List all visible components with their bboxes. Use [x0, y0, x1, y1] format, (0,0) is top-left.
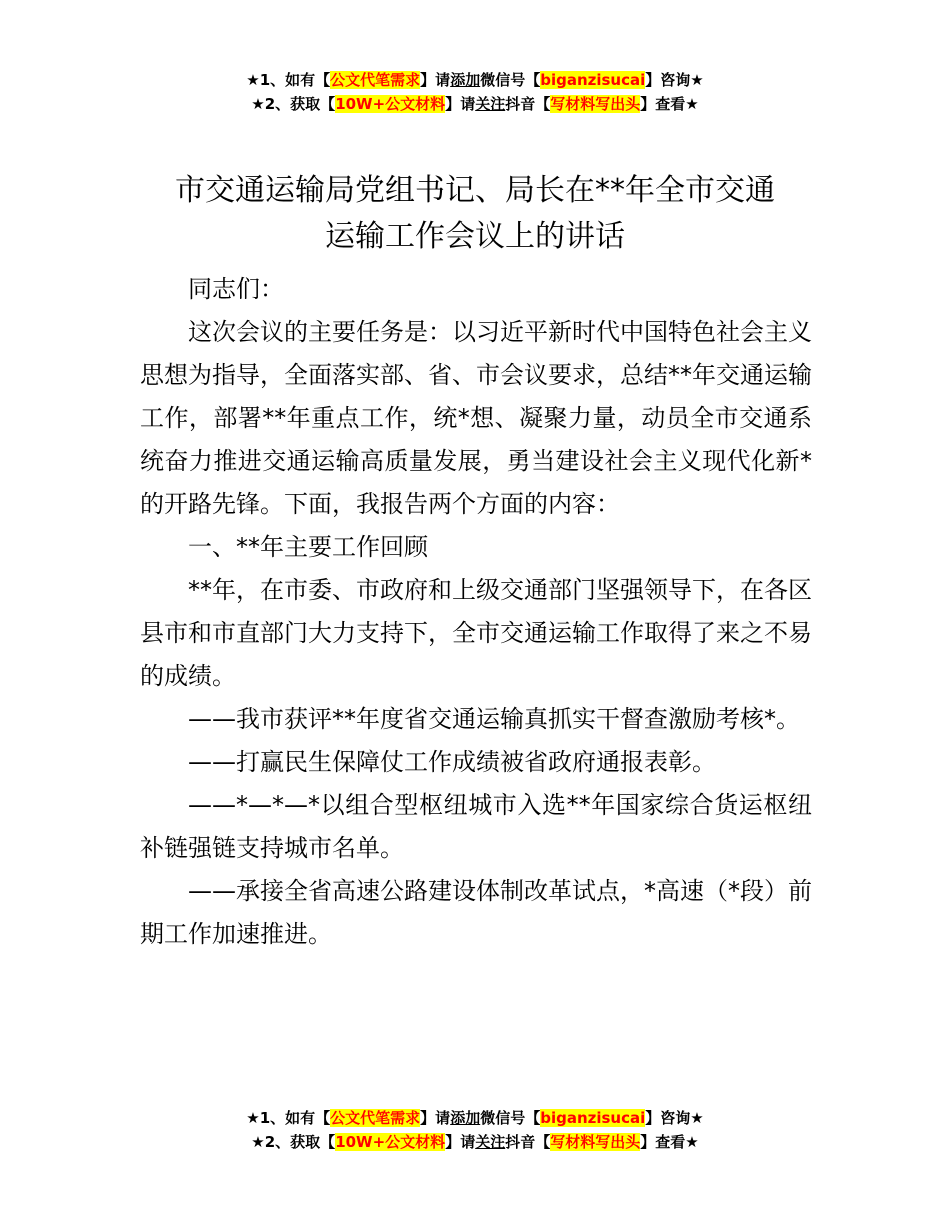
achievement-item: ——打赢民生保障仗工作成绩被省政府通报表彰。 — [188, 748, 716, 776]
banner-highlight: 公文代笔需求 — [330, 71, 421, 89]
header-banner — [0, 68, 950, 116]
banner-highlight: 10W+公文材料 — [335, 1133, 446, 1151]
banner-line-1: ★1、如有【公文代笔需求】请添加微信号【biganzisucai】咨询★ — [246, 71, 704, 89]
body-paragraph: 这次会议的主要任务是：以习近平新时代中国特色社会主义思想为指导，全面落实部、省、市会议要求，总结**年交通运输工作，部署**年重点工作，统*想、凝聚力量，动员全市交通系统奋力推进交通运输高质量发展，勇当建设社会主义现代化新*的开路先锋。下面，我报告两个方面的内容： — [140, 318, 812, 518]
banner-line-1: ★1、如有【公文代笔需求】请添加微信号【biganzisucai】咨询★ — [246, 1109, 704, 1127]
achievement-item: ——*—*—*以组合型枢纽城市入选**年国家综合货运枢纽补链强链支持城市名单。 — [140, 791, 812, 862]
achievement-item: ——承接全省高速公路建设体制改革试点，*高速（*段）前期工作加速推进。 — [140, 877, 812, 948]
banner-douyin-id: 写材料写出头 — [550, 95, 641, 113]
salutation: 同志们： — [188, 275, 284, 303]
section-heading: 一、**年主要工作回顾 — [188, 533, 428, 561]
banner-wechat-id: biganzisucai — [540, 71, 646, 89]
footer-banner — [0, 1106, 950, 1154]
banner-highlight: 10W+公文材料 — [335, 95, 446, 113]
banner-line-2: ★2、获取【10W+公文材料】请关注抖音【写材料写出头】查看★ — [251, 95, 699, 113]
title-line-1: 市交通运输局党组书记、局长在**年全市交通 — [175, 173, 775, 208]
document-body — [140, 268, 812, 956]
body-paragraph: **年，在市委、市政府和上级交通部门坚强领导下，在各区县市和市直部门大力支持下，全市交通运输工作取得了来之不易的成绩。 — [140, 576, 812, 690]
banner-line-2: ★2、获取【10W+公文材料】请关注抖音【写材料写出头】查看★ — [251, 1133, 699, 1151]
document-title — [120, 168, 830, 260]
achievement-item: ——我市获评**年度省交通运输真抓实干督查激励考核*。 — [188, 705, 800, 733]
banner-highlight: 公文代笔需求 — [330, 1109, 421, 1127]
banner-wechat-id: biganzisucai — [540, 1109, 646, 1127]
banner-douyin-id: 写材料写出头 — [550, 1133, 641, 1151]
title-line-2: 运输工作会议上的讲话 — [325, 219, 625, 254]
